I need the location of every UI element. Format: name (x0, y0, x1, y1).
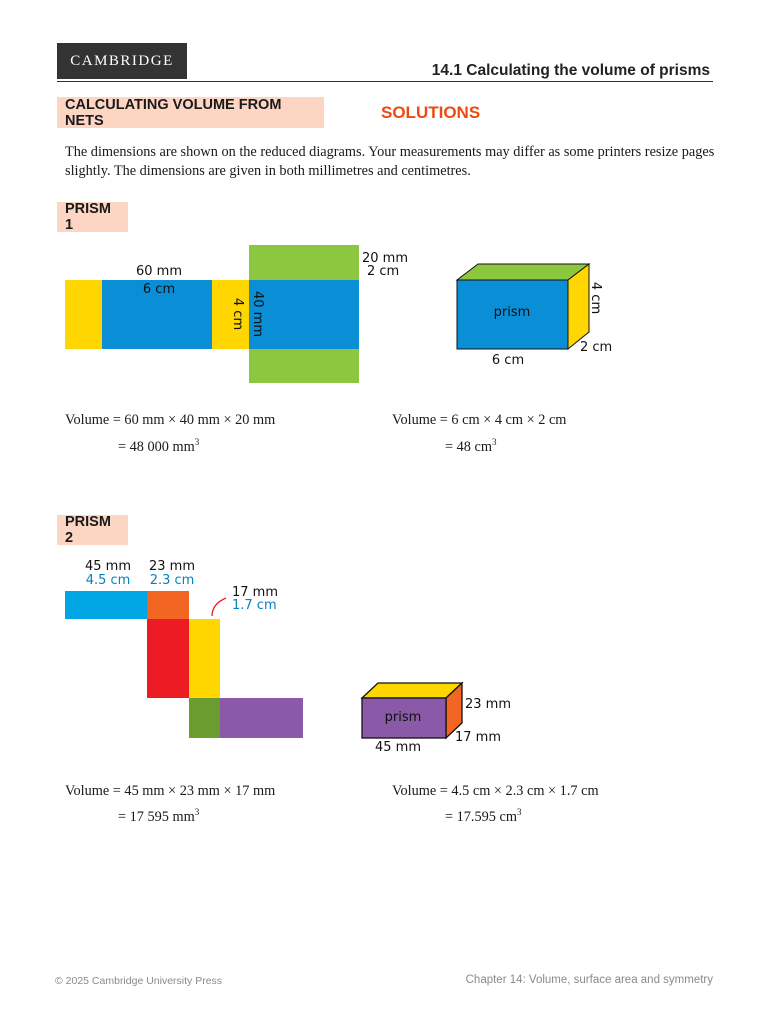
footer-chapter: Chapter 14: Volume, surface area and symmetry (465, 974, 713, 986)
prism1-volume-mm-line2 (118, 437, 199, 456)
box-top-face (457, 264, 589, 280)
prism2-volume-cm-line2 (445, 807, 522, 826)
net-b-cm: 2.3 cm (149, 573, 195, 588)
net-length-cm: 6 cm (142, 282, 176, 297)
exponent: 3 (517, 807, 522, 817)
net-yellow-face (189, 619, 220, 698)
intro-text: The dimensions are shown on the reduced diagrams. Your measurements may differ as some printers resize pages slightly. The dimensions are given in both millimetres and centimetres. (65, 144, 715, 179)
net-yellow-end-left (65, 280, 102, 349)
net-width-mm: 40 mm (250, 290, 265, 338)
pointer-arrow-icon (212, 598, 226, 616)
header-divider (57, 81, 713, 82)
box-length-label: 6 cm (491, 353, 525, 368)
section-title: 14.1 Calculating the volume of prisms (431, 62, 710, 79)
net-length-mm: 60 mm (135, 264, 183, 279)
intro-paragraph (65, 143, 715, 181)
net-depth-cm: 2 cm (367, 264, 400, 279)
box-face-label: prism (384, 710, 422, 725)
exponent: 3 (194, 807, 200, 817)
prism2-volume-mm-line1: Volume = 45 mm × 23 mm × 17 mm (65, 783, 276, 799)
net-b-mm: 23 mm (148, 559, 196, 574)
cambridge-logo: CAMBRIDGE (57, 43, 187, 79)
net-orange-face (147, 591, 189, 619)
net-green-top (249, 245, 359, 280)
prism2-tag: PRISM 2 (57, 515, 128, 545)
box-face-label: prism (493, 305, 531, 320)
footer-copyright: © 2025 Cambridge University Press (55, 975, 223, 987)
prism1-volume-mm-line1: Volume = 60 mm × 40 mm × 20 mm (65, 412, 276, 428)
topic-tag: CALCULATING VOLUME FROM NETS (57, 97, 324, 128)
prism1-volume-cm-line2 (445, 437, 496, 456)
box-depth-label: 17 mm (455, 730, 502, 745)
prism1-volume-mm-result: = 48 000 mm (118, 438, 195, 455)
exponent: 3 (491, 437, 497, 447)
prism1-net (65, 245, 359, 383)
net-depth-mm: 20 mm (362, 251, 409, 266)
exponent: 3 (194, 437, 200, 447)
net-c-mm: 17 mm (232, 585, 279, 600)
prism2-net (65, 591, 303, 738)
prism2-volume-cm-line1: Volume = 4.5 cm × 2.3 cm × 1.7 cm (392, 783, 599, 799)
prism2-volume-cm-result: = 17.595 cm (445, 808, 517, 825)
solutions-label: SOLUTIONS (381, 103, 481, 122)
net-red-face (147, 619, 189, 698)
net-blue-face (65, 591, 147, 619)
prism2-volume-mm-line2 (118, 807, 199, 826)
net-a-mm: 45 mm (84, 559, 132, 574)
box-height-label: 23 mm (465, 697, 512, 712)
net-purple-face (220, 698, 303, 738)
net-width-cm: 4 cm (230, 297, 245, 331)
prism1-diagram (0, 240, 768, 400)
net-green-face (189, 698, 220, 738)
box-depth-label: 2 cm (580, 340, 613, 355)
prism2-volume-mm-result: = 17 595 mm (118, 808, 195, 825)
box-length-label: 45 mm (374, 740, 422, 755)
prism1-volume-cm-result: = 48 cm (445, 438, 492, 455)
prism2-diagram (0, 550, 768, 755)
net-c-cm: 1.7 cm (232, 598, 277, 613)
net-a-cm: 4.5 cm (85, 573, 131, 588)
net-green-bottom (249, 349, 359, 383)
box-height-label: 4 cm (588, 281, 603, 315)
prism1-volume-cm-line1: Volume = 6 cm × 4 cm × 2 cm (392, 412, 567, 428)
prism1-tag: PRISM 1 (57, 202, 128, 232)
box-top-face (362, 683, 462, 698)
